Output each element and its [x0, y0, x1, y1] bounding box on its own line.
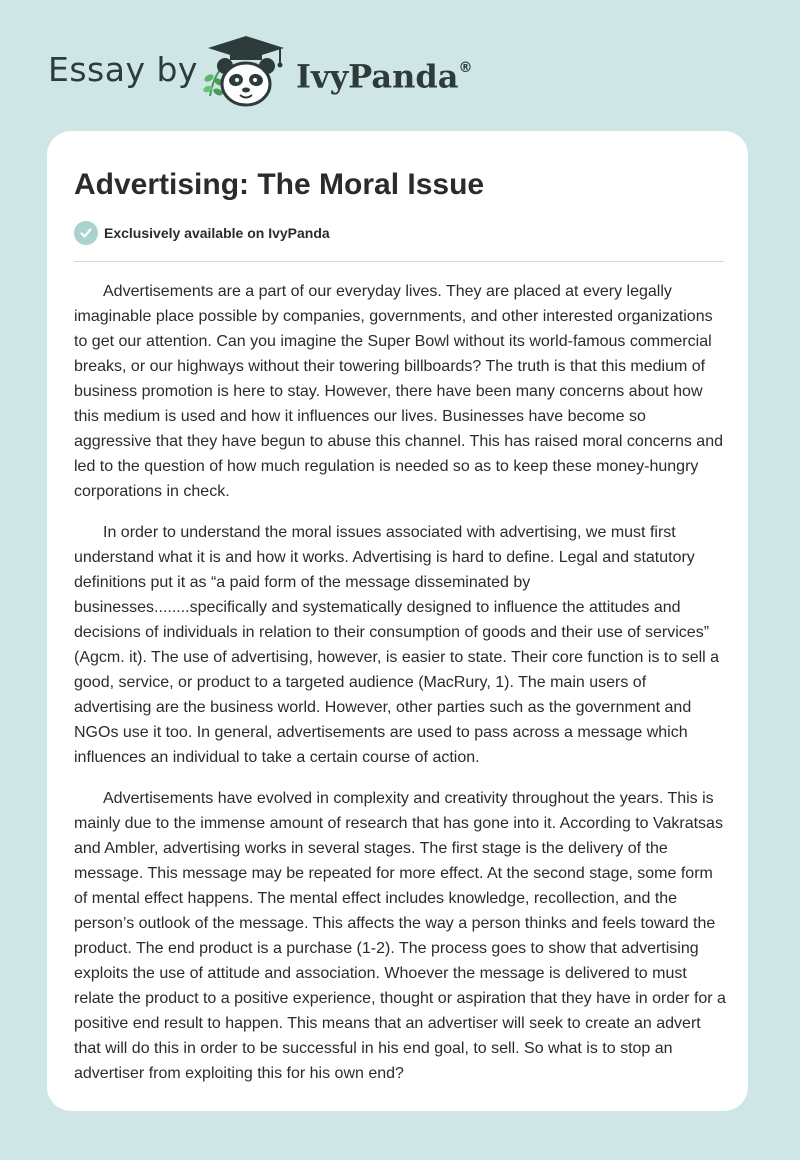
essay-paragraph: Advertisements are a part of our everyday lives. They are placed at every legally imaginable place possible by companies, governments, and other interested organizations to get our attention. Can you imagine the Super Bowl without its world-famous commercial breaks, or our highways without their towering billboards? The truth is that this medium of business promotion is here to stay. However, there have been many concerns about how this medium is used and how it influences our lives. Businesses have become so aggressive that they have begun to abuse this channel. This has raised moral concerns and led to the question of how much regulation is needed so as to keep these money-hungry corporations in check. — [74, 283, 723, 500]
ivypanda-logo-icon[interactable] — [200, 34, 292, 110]
essay-card — [47, 131, 748, 1111]
exclusive-badge — [74, 221, 330, 245]
check-circle-icon — [74, 221, 98, 245]
essay-body — [74, 279, 726, 1102]
registered-mark: ® — [458, 60, 473, 76]
title-divider — [74, 261, 724, 262]
essay-paragraph: Advertisements have evolved in complexity and creativity throughout the years. This is mainly due to the immense amount of research that has gone into it. According to Vakratsas and Ambler, advertising works in several stages. The first stage is the delivery of the message. This message may be repeated for more effect. At the second stage, some form of mental effect happens. The mental effect includes knowledge, recollection, and the person’s outlook of the message. This affects the way a person thinks and feels toward the product. The end product is a purchase (1-2). The process goes to show that advertising exploits the use of attitude and association. Whoever the message is delivered to must relate the product to a positive experience, thought or aspiration that they have in order for a positive end result to happen. This means that an advertiser will seek to create an advert that will do this in order to be successful in his end goal, to sell. So what is to stop an advertiser from exploiting this for his own end? — [74, 790, 726, 1082]
brand-name-text: IvyPanda — [296, 57, 459, 96]
exclusive-badge-label: Exclusively available on IvyPanda — [104, 225, 330, 241]
page-title: Advertising: The Moral Issue — [74, 168, 485, 201]
brand-name[interactable] — [296, 52, 472, 97]
essay-by-label: Essay by — [48, 50, 198, 89]
site-header — [0, 0, 800, 130]
essay-paragraph: In order to understand the moral issues associated with advertising, we must first understand what it is and how it works. Advertising is hard to define. Legal and statutory definitions put it as “a paid form of the message disseminated by businesses........specifically and systematically designed to influence the attitudes and decisions of individuals in relation to their consumption of goods and their use of services” (Agcm. it). The use of advertising, however, is easier to state. Their core function is to sell a good, service, or product to a targeted audience (MacRury, 1). The main users of advertising are the business world. However, other parties such as the government and NGOs use it too. In general, advertisements are used to pass across a message which influences an individual to take a certain course of action. — [74, 524, 720, 766]
